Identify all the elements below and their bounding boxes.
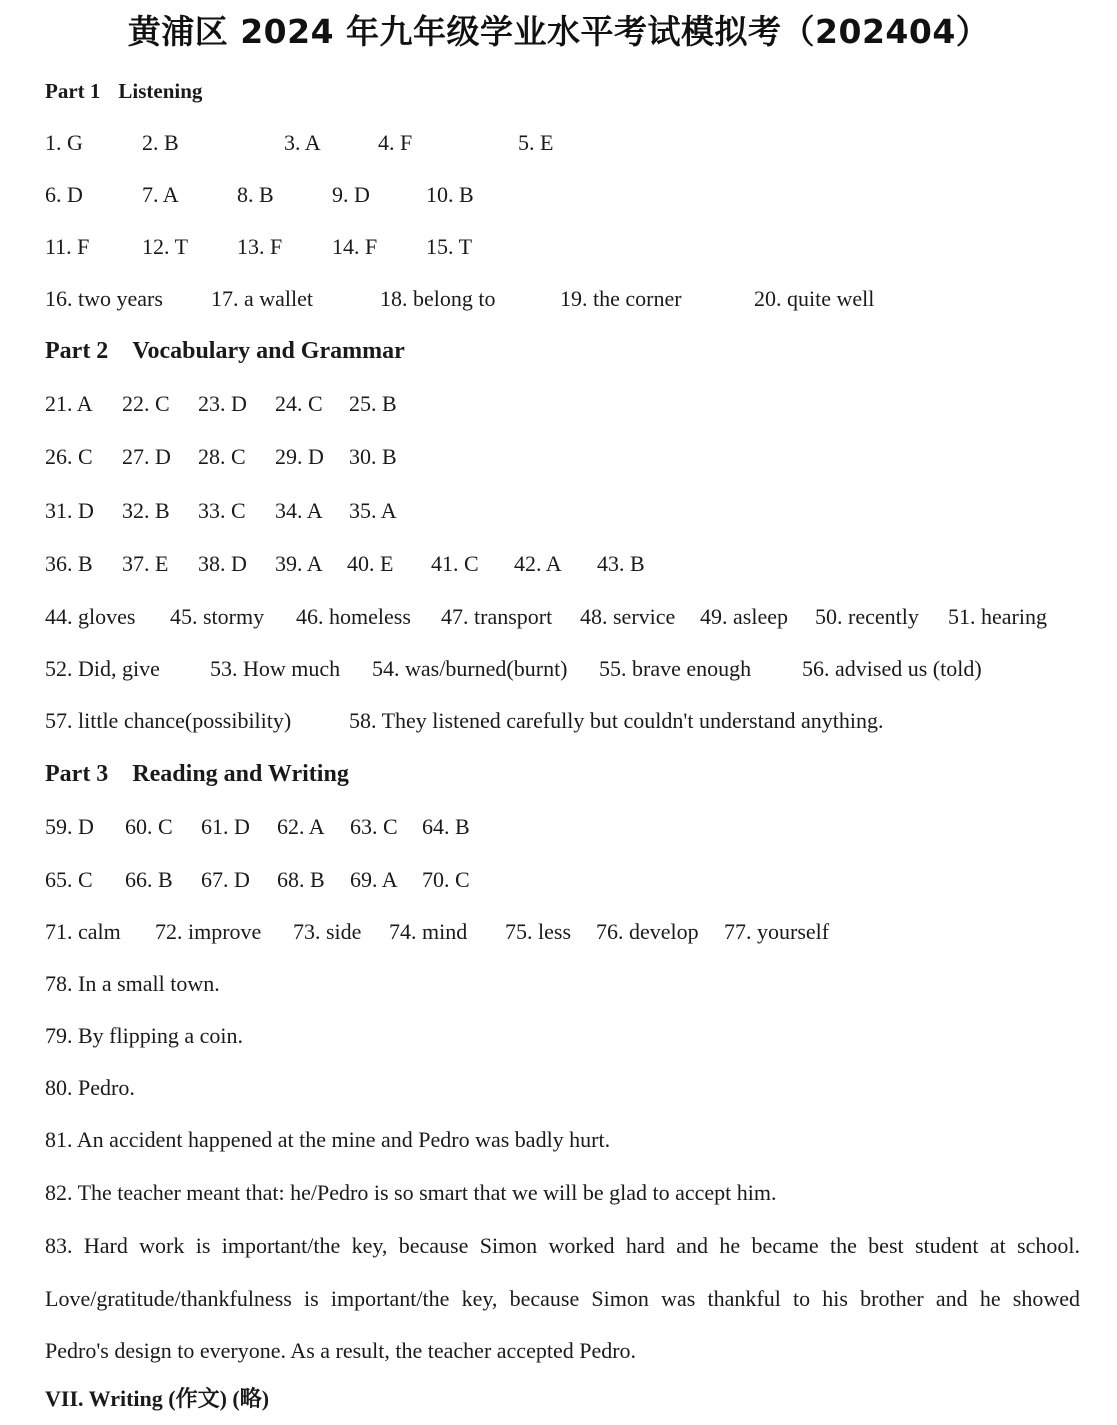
part1-number: Part 1 (45, 79, 101, 103)
answer-item: 74. mind (389, 919, 468, 944)
answer-item: 14. F (332, 234, 378, 259)
answer-item: 17. a wallet (211, 286, 314, 311)
answer-item: 45. stormy (170, 604, 265, 629)
answer-item: 11. F (45, 234, 90, 259)
answer-item: 68. B (277, 867, 325, 892)
answer-item: 18. belong to (380, 286, 496, 311)
answer-item: 61. D (201, 814, 250, 839)
answer-83-line: 83. Hard work is important/the key, because Simon worked hard and he became the best student at school. (45, 1233, 1080, 1258)
part1-heading (45, 76, 202, 106)
part2-name: Vocabulary and Grammar (132, 338, 405, 364)
answer-80: 80. Pedro. (45, 1075, 135, 1100)
answer-item: 20. quite well (754, 286, 875, 311)
answer-item: 52. Did, give (45, 656, 160, 681)
answer-item: 2. B (142, 130, 179, 155)
answer-item: 55. brave enough (599, 656, 752, 681)
answer-item: 40. E (347, 551, 394, 576)
answer-item: 6. D (45, 182, 83, 207)
answer-item: 59. D (45, 814, 94, 839)
answer-83-line: Love/gratitude/thankfulness is important/the key, because Simon was thankful to his brother and he showed (45, 1286, 1080, 1311)
answer-item: 24. C (275, 391, 323, 416)
part2-number: Part 2 (45, 338, 109, 364)
answer-item: 19. the corner (560, 286, 682, 311)
answer-item: 1. G (45, 130, 83, 155)
answer-item: 44. gloves (45, 604, 136, 629)
answer-item: 71. calm (45, 919, 121, 944)
answer-item: 9. D (332, 182, 370, 207)
answer-item: 4. F (378, 130, 413, 155)
answer-item: 16. two years (45, 286, 163, 311)
answer-item: 63. C (350, 814, 398, 839)
answer-item: 51. hearing (948, 604, 1047, 629)
answer-item: 21. A (45, 391, 93, 416)
answer-83-line: Pedro's design to everyone. As a result, the teacher accepted Pedro. (45, 1338, 637, 1363)
answer-item: 12. T (142, 234, 189, 259)
answer-item: 57. little chance(possibility) (45, 708, 292, 733)
answer-item: 35. A (349, 498, 397, 523)
answer-item: 23. D (198, 391, 247, 416)
answer-item: 29. D (275, 444, 324, 469)
answer-78: 78. In a small town. (45, 971, 220, 996)
answer-82: 82. The teacher meant that: he/Pedro is so smart that we will be glad to accept him. (45, 1180, 777, 1205)
answer-item: 39. A (275, 551, 323, 576)
answer-item: 69. A (350, 867, 398, 892)
answer-item: 60. C (125, 814, 173, 839)
answer-item: 76. develop (596, 919, 699, 944)
answer-item: 46. homeless (296, 604, 411, 629)
answer-item: 72. improve (155, 919, 262, 944)
answer-79: 79. By flipping a coin. (45, 1023, 243, 1048)
answer-item: 49. asleep (700, 604, 788, 629)
answer-item: 25. B (349, 391, 397, 416)
answer-81: 81. An accident happened at the mine and Pedro was badly hurt. (45, 1127, 611, 1152)
writing-section: VII. Writing (作文) (略) (45, 1386, 270, 1411)
answer-item: 5. E (518, 130, 554, 155)
answer-item: 47. transport (441, 604, 553, 629)
answer-item: 66. B (125, 867, 173, 892)
answer-item: 48. service (580, 604, 676, 629)
answer-item: 3. A (284, 130, 321, 155)
answer-item: 26. C (45, 444, 93, 469)
answer-item: 56. advised us (told) (802, 656, 982, 681)
part1-name: Listening (118, 79, 203, 103)
answer-item: 54. was/burned(burnt) (372, 656, 568, 681)
answer-item: 53. How much (210, 656, 341, 681)
answer-item: 70. C (422, 867, 470, 892)
part3-heading (45, 759, 349, 789)
answer-item: 42. A (514, 551, 562, 576)
answer-item: 32. B (122, 498, 170, 523)
answer-item: 58. They listened carefully but couldn't understand anything. (349, 708, 884, 733)
answer-item: 64. B (422, 814, 470, 839)
answer-item: 38. D (198, 551, 247, 576)
part3-number: Part 3 (45, 761, 109, 787)
answer-item: 13. F (237, 234, 283, 259)
answer-item: 62. A (277, 814, 325, 839)
answer-item: 73. side (293, 919, 362, 944)
part3-name: Reading and Writing (132, 761, 349, 787)
answer-item: 10. B (426, 182, 474, 207)
answer-item: 27. D (122, 444, 171, 469)
answer-item: 8. B (237, 182, 274, 207)
answer-item: 15. T (426, 234, 473, 259)
answer-item: 28. C (198, 444, 246, 469)
answer-item: 7. A (142, 182, 179, 207)
answer-item: 77. yourself (724, 919, 830, 944)
answer-item: 50. recently (815, 604, 919, 629)
answer-item: 33. C (198, 498, 246, 523)
answer-item: 65. C (45, 867, 93, 892)
answer-item: 34. A (275, 498, 323, 523)
part2-heading (45, 336, 405, 366)
answer-item: 67. D (201, 867, 250, 892)
answer-item: 22. C (122, 391, 170, 416)
answer-item: 37. E (122, 551, 169, 576)
answer-item: 41. C (431, 551, 479, 576)
answer-item: 36. B (45, 551, 93, 576)
answer-item: 30. B (349, 444, 397, 469)
exam-title: 黄浦区 2024 年九年级学业水平考试模拟考（202404） (127, 12, 990, 51)
answer-item: 31. D (45, 498, 94, 523)
answer-item: 75. less (505, 919, 571, 944)
answer-item: 43. B (597, 551, 645, 576)
